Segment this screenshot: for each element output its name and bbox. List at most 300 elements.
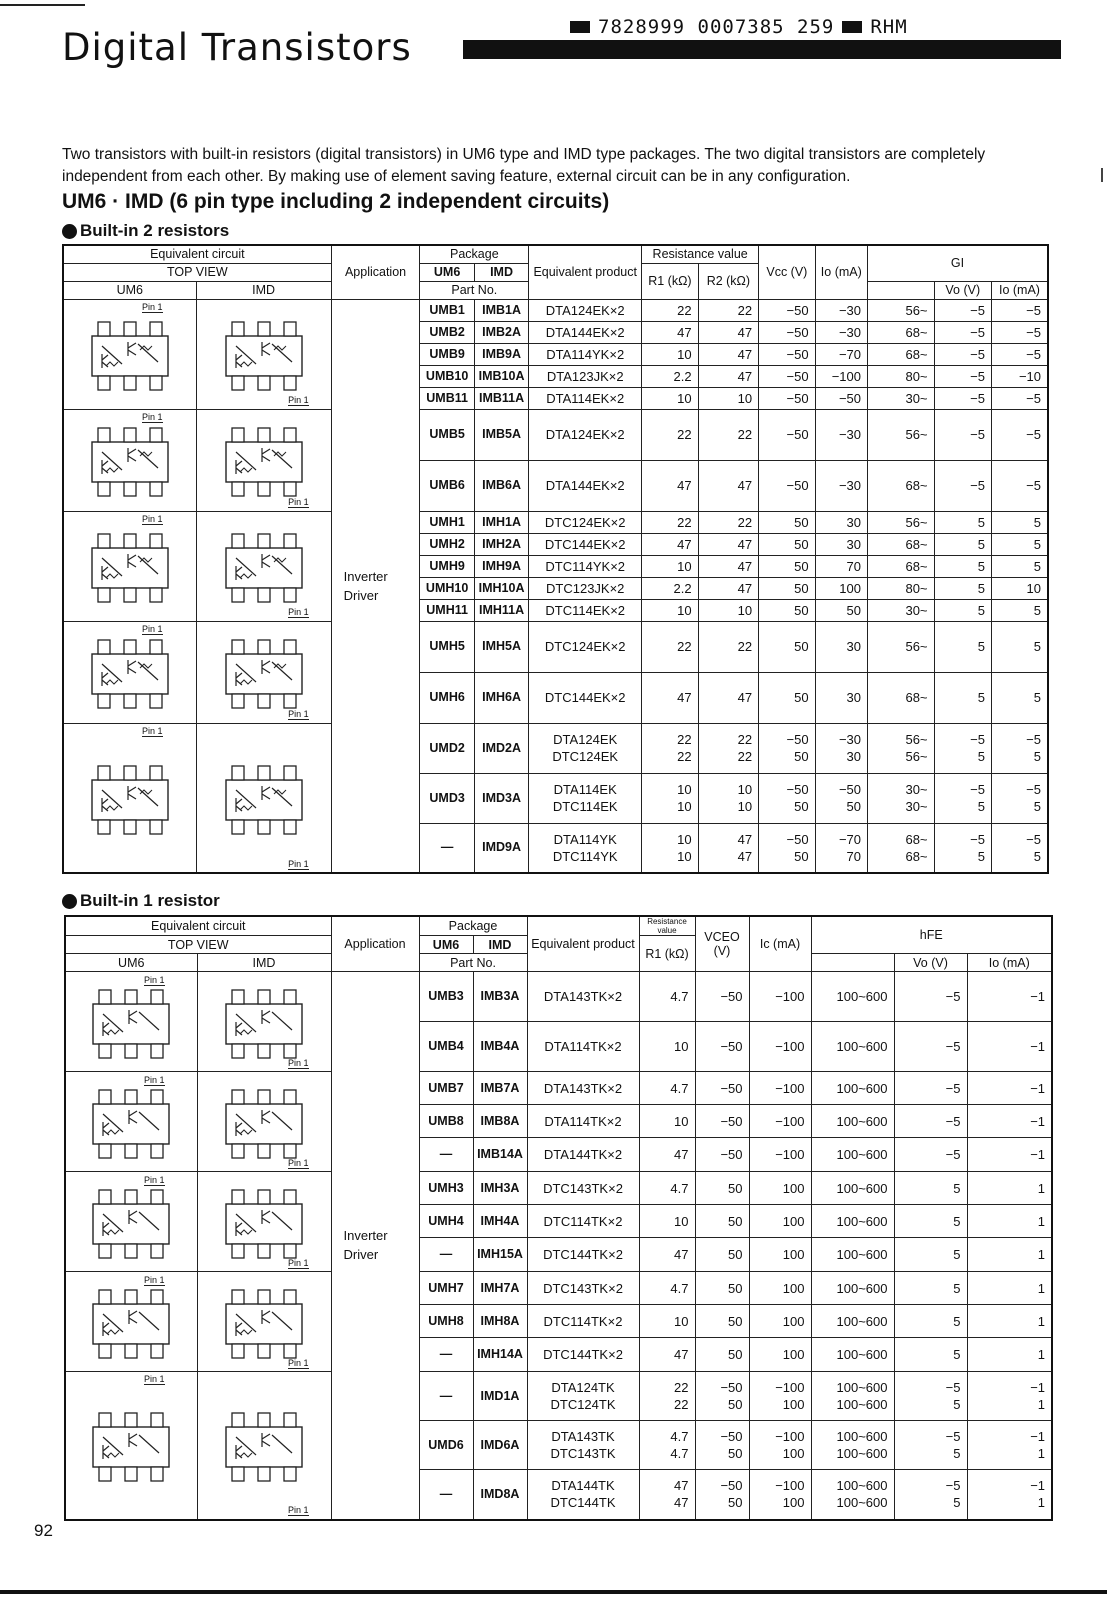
value-cell: −50 [759, 299, 815, 321]
application-cell [331, 972, 419, 1520]
value-cell: −50 50 [695, 1372, 749, 1421]
part-imd: IMH7A [473, 1272, 527, 1305]
equiv-product: DTA124EK DTC124EK [529, 723, 642, 773]
value-cell: 5 [991, 599, 1048, 621]
value-cell: −5 5 [894, 1372, 967, 1421]
value-cell: 50 [759, 621, 815, 672]
value-cell: 1 [967, 1205, 1052, 1238]
hdr-io2: Io (mA) [967, 954, 1052, 972]
equiv-product: DTA124EK×2 [529, 299, 642, 321]
value-cell: −50 [759, 343, 815, 365]
value-cell: 50 [759, 555, 815, 577]
value-cell: −5 [894, 1022, 967, 1072]
circuit-diagram-icon [66, 309, 194, 399]
value-cell: 100~600 100~600 [811, 1470, 894, 1520]
part-imd: IMH11A [474, 599, 528, 621]
value-cell: −100 [815, 365, 867, 387]
hdr-gi-cell [868, 281, 935, 299]
part-um6: — [419, 1238, 473, 1272]
value-cell: −50 [815, 387, 867, 409]
value-cell: 10 [991, 577, 1048, 599]
value-cell: −50 [759, 409, 815, 460]
value-cell: 50 [695, 1338, 749, 1372]
value-cell: 50 [759, 533, 815, 555]
part-imd: IMH10A [474, 577, 528, 599]
circuit-diagram-icon [67, 1274, 195, 1367]
value-cell: −100 [749, 972, 811, 1022]
circuit-diagram-icon [66, 521, 194, 611]
section-heading-2-resistors: Built-in 2 resistors [62, 221, 229, 241]
value-cell: −50 [759, 460, 815, 511]
value-cell: −5 5 [894, 1421, 967, 1470]
part-um6: UMB10 [420, 365, 474, 387]
hdr-gi: GI [868, 245, 1049, 281]
catalog-code: 7828999 0007385 259 [598, 16, 835, 38]
value-cell: 100~600 [811, 972, 894, 1022]
part-imd: IMB1A [474, 299, 528, 321]
value-cell: 100 [815, 577, 867, 599]
circuit-diagram-icon [67, 1174, 195, 1267]
pin-label: Pin 1 [144, 1374, 165, 1385]
value-cell: 47 [698, 555, 759, 577]
part-um6: UMH3 [419, 1172, 473, 1205]
part-imd: IMH1A [474, 511, 528, 533]
circuit-diagram-icon [199, 1400, 329, 1490]
equiv-product: DTC123JK×2 [529, 577, 642, 599]
hdr-vcc: Vcc (V) [759, 245, 815, 299]
circuit-diagram-icon [66, 753, 194, 843]
part-um6: UMD2 [420, 723, 474, 773]
hdr-equiv-product: Equivalent product [529, 245, 642, 299]
part-imd: IMB14A [473, 1138, 527, 1172]
part-imd: IMH8A [473, 1305, 527, 1338]
value-cell: −5 5 [934, 823, 991, 873]
circuit-diagram-icon [199, 521, 329, 611]
value-cell: 100~600 [811, 1272, 894, 1305]
hdr-vceo: VCEO (V) [695, 916, 749, 972]
um6-circuit-cell [65, 1272, 197, 1372]
value-cell: 47 [698, 533, 759, 555]
part-um6: UMB1 [420, 299, 474, 321]
value-cell: 30 [815, 621, 867, 672]
circuit-diagram-icon [199, 753, 329, 843]
part-um6: UMH10 [420, 577, 474, 599]
value-cell: 47 [642, 460, 698, 511]
part-um6: — [420, 823, 474, 873]
value-cell: 5 [934, 599, 991, 621]
part-um6: UMH1 [420, 511, 474, 533]
value-cell: −100 [749, 1138, 811, 1172]
pin-label: Pin 1 [142, 725, 163, 736]
value-cell: 68~ [868, 343, 935, 365]
equiv-product: DTC124EK×2 [529, 621, 642, 672]
value-cell: −5 [934, 387, 991, 409]
part-imd: IMB8A [473, 1105, 527, 1138]
value-cell: −100 100 [749, 1421, 811, 1470]
value-cell: 22 22 [642, 723, 698, 773]
pin-label: Pin 1 [144, 1074, 165, 1085]
um6-circuit-cell [65, 1372, 197, 1520]
table-2-resistors [62, 244, 1049, 874]
equiv-product: DTA114EK DTC114EK [529, 773, 642, 823]
value-cell: −5 5 [934, 773, 991, 823]
value-cell: 4.7 [639, 1072, 695, 1105]
bottom-rule [0, 1590, 1107, 1594]
value-cell: 10 [698, 599, 759, 621]
value-cell: 5 [934, 555, 991, 577]
equiv-product: DTC143TK×2 [527, 1172, 639, 1205]
value-cell: 50 [695, 1238, 749, 1272]
hdr-equiv-circuit: Equivalent circuit [65, 916, 331, 936]
value-cell: 5 [894, 1205, 967, 1238]
value-cell: −1 [967, 972, 1052, 1022]
part-imd: IMH9A [474, 555, 528, 577]
um6-circuit-cell [63, 511, 196, 621]
equiv-product: DTC114TK×2 [527, 1305, 639, 1338]
bullet-icon [62, 894, 77, 909]
value-cell: 1 [967, 1172, 1052, 1205]
value-cell: 10 10 [642, 773, 698, 823]
part-um6: UMH8 [419, 1305, 473, 1338]
hdr-ic: Ic (mA) [749, 916, 811, 972]
pin-label: Pin 1 [287, 1257, 309, 1268]
value-cell: 47 [642, 321, 698, 343]
value-cell: 68~ [868, 460, 935, 511]
part-um6: UMH2 [420, 533, 474, 555]
part-um6: — [419, 1470, 473, 1520]
part-imd: IMH4A [473, 1205, 527, 1238]
value-cell: 5 [991, 621, 1048, 672]
value-cell: 80~ [868, 577, 935, 599]
value-cell: −1 1 [967, 1470, 1052, 1520]
value-cell: −5 [991, 387, 1048, 409]
value-cell: 70 [815, 555, 867, 577]
part-imd: IMH14A [473, 1338, 527, 1372]
value-cell: 80~ [868, 365, 935, 387]
equiv-product: DTA114YK DTC114YK [529, 823, 642, 873]
value-cell: 100 [749, 1305, 811, 1338]
value-cell: −50 [695, 1105, 749, 1138]
part-imd: IMD6A [473, 1421, 527, 1470]
value-cell: 1 [967, 1272, 1052, 1305]
pin-label: Pin 1 [287, 1157, 309, 1168]
value-cell: 1 [967, 1305, 1052, 1338]
imd-circuit-cell [197, 1372, 331, 1520]
part-imd: IMB11A [474, 387, 528, 409]
value-cell: 4.7 4.7 [639, 1421, 695, 1470]
hdr-equiv-product: Equivalent product [527, 916, 639, 972]
value-cell: 56~ [868, 409, 935, 460]
circuit-diagram-icon [199, 415, 329, 505]
value-cell: 5 [934, 672, 991, 723]
hdr-top-view: TOP VIEW [65, 936, 331, 954]
value-cell: −5 5 [991, 773, 1048, 823]
imd-circuit-cell [197, 1272, 331, 1372]
value-cell: 5 [934, 621, 991, 672]
value-cell: 100~600 [811, 1072, 894, 1105]
pin-label: Pin 1 [287, 1057, 309, 1068]
hdr-vo: Vo (V) [934, 281, 991, 299]
value-cell: 100~600 [811, 1022, 894, 1072]
value-cell: −50 [759, 365, 815, 387]
value-cell: −50 50 [759, 773, 815, 823]
equiv-product: DTA114TK×2 [527, 1022, 639, 1072]
value-cell: 100 [749, 1238, 811, 1272]
hdr-package: Package [420, 245, 529, 263]
part-imd: IMB4A [473, 1022, 527, 1072]
circuit-diagram-icon [199, 977, 329, 1067]
hdr-hfe-cell [811, 954, 894, 972]
value-cell: 50 [815, 599, 867, 621]
value-cell: 47 [639, 1238, 695, 1272]
page-title: Digital Transistors [62, 26, 412, 69]
table-row [63, 723, 1048, 773]
hdr-hfe: hFE [811, 916, 1052, 954]
value-cell: 30~ [868, 599, 935, 621]
equiv-product: DTA143TK×2 [527, 972, 639, 1022]
circuit-diagram-icon [199, 1077, 329, 1167]
pin-label: Pin 1 [287, 1357, 309, 1368]
value-cell: 47 [639, 1138, 695, 1172]
value-cell: 56~ 56~ [868, 723, 935, 773]
equiv-product: DTC114EK×2 [529, 599, 642, 621]
pin-label: Pin 1 [144, 1274, 165, 1285]
equiv-product: DTC124EK×2 [529, 511, 642, 533]
value-cell: 22 [698, 621, 759, 672]
value-cell: 68~ [868, 533, 935, 555]
value-cell: 22 [698, 511, 759, 533]
um6-circuit-cell [63, 723, 196, 873]
hdr-part-no: Part No. [419, 954, 527, 972]
hdr-package: Package [419, 916, 527, 936]
value-cell: −5 5 [991, 723, 1048, 773]
part-imd: IMD1A [473, 1372, 527, 1421]
um6-circuit-cell [65, 1172, 197, 1272]
part-imd: IMH15A [473, 1238, 527, 1272]
value-cell: 100~600 [811, 1338, 894, 1372]
table-row [63, 511, 1048, 533]
value-cell: 22 [698, 409, 759, 460]
value-cell: 5 [894, 1272, 967, 1305]
value-cell: −1 [967, 1105, 1052, 1138]
part-imd: IMD9A [474, 823, 528, 873]
value-cell: 10 [642, 387, 698, 409]
brand-label: RHM [870, 16, 908, 38]
part-um6: UMD6 [419, 1421, 473, 1470]
imd-circuit-cell [197, 1172, 331, 1272]
value-cell: 5 [991, 533, 1048, 555]
value-cell: −5 5 [934, 723, 991, 773]
top-rule [0, 4, 85, 6]
circuit-diagram-icon [67, 1074, 195, 1167]
section-heading-1-resistor: Built-in 1 resistor [62, 891, 220, 911]
part-imd: IMH3A [473, 1172, 527, 1205]
part-imd: IMD8A [473, 1470, 527, 1520]
value-cell: −50 50 [695, 1470, 749, 1520]
value-cell: −5 [991, 409, 1048, 460]
hdr-um6: UM6 [65, 954, 197, 972]
hdr-imd: IMD [196, 281, 331, 299]
part-um6: UMD3 [420, 773, 474, 823]
application-label: Inverter Driver [343, 1228, 388, 1263]
part-um6: — [419, 1338, 473, 1372]
value-cell: 68~ 68~ [868, 823, 935, 873]
value-cell: 50 [759, 511, 815, 533]
pin-label: Pin 1 [288, 858, 309, 869]
hdr-r2: R2 (kΩ) [698, 263, 759, 299]
value-cell: −1 1 [967, 1421, 1052, 1470]
value-cell: 10 10 [698, 773, 759, 823]
imd-circuit-cell [196, 621, 331, 723]
value-cell: 2.2 [642, 365, 698, 387]
equiv-product: DTC144EK×2 [529, 672, 642, 723]
page-number: 92 [34, 1521, 53, 1540]
hdr-r1: R1 (kΩ) [642, 263, 698, 299]
hdr-io: Io (mA) [815, 245, 867, 299]
value-cell: −50 [759, 321, 815, 343]
pin-label: Pin 1 [288, 607, 309, 617]
value-cell: −5 [991, 343, 1048, 365]
value-cell: 30 [815, 533, 867, 555]
pin-label: Pin 1 [287, 1505, 309, 1516]
um6-circuit-cell [65, 1072, 197, 1172]
pin-label: Pin 1 [142, 624, 163, 634]
value-cell: 47 47 [698, 823, 759, 873]
hdr-um6-pkg: UM6 [419, 936, 473, 954]
part-um6: UMB3 [419, 972, 473, 1022]
value-cell: 10 10 [642, 823, 698, 873]
value-cell: −1 [967, 1138, 1052, 1172]
value-cell: 100~600 [811, 1205, 894, 1238]
hdr-imd-pkg: IMD [474, 263, 528, 281]
value-cell: −50 [759, 387, 815, 409]
value-cell: 47 [698, 577, 759, 599]
value-cell: −70 70 [815, 823, 867, 873]
value-cell: 50 [695, 1205, 749, 1238]
value-cell: −5 [991, 321, 1048, 343]
part-um6: UMB7 [419, 1072, 473, 1105]
table-row [65, 972, 1052, 1022]
header-bar-bottom [463, 55, 1061, 59]
table-row [63, 299, 1048, 321]
pin-label: Pin 1 [288, 709, 309, 719]
hdr-um6: UM6 [63, 281, 196, 299]
value-cell: 22 [642, 299, 698, 321]
part-um6: UMH9 [420, 555, 474, 577]
part-um6: UMB5 [420, 409, 474, 460]
hdr-part-no: Part No. [420, 281, 529, 299]
part-imd: IMB9A [474, 343, 528, 365]
value-cell: 50 [695, 1272, 749, 1305]
imd-circuit-cell [196, 723, 331, 873]
value-cell: −50 50 [815, 773, 867, 823]
value-cell: −5 5 [894, 1470, 967, 1520]
part-um6: UMB2 [420, 321, 474, 343]
circuit-diagram-icon [199, 309, 329, 399]
part-um6: UMB9 [420, 343, 474, 365]
value-cell: 5 [934, 533, 991, 555]
application-label: Inverter Driver [343, 568, 388, 603]
value-cell: 4.7 [639, 972, 695, 1022]
value-cell: 50 [759, 599, 815, 621]
equiv-product: DTC144TK×2 [527, 1338, 639, 1372]
circuit-diagram-icon [199, 1177, 329, 1267]
value-cell: −5 [991, 299, 1048, 321]
equiv-product: DTA144TK DTC144TK [527, 1470, 639, 1520]
value-cell: 10 [642, 599, 698, 621]
pin-label: Pin 1 [288, 497, 309, 507]
value-cell: −50 50 [695, 1421, 749, 1470]
value-cell: −50 [695, 1072, 749, 1105]
equiv-product: DTC143TK×2 [527, 1272, 639, 1305]
value-cell: 56~ [868, 621, 935, 672]
value-cell: −5 [934, 343, 991, 365]
part-um6: UMB8 [419, 1105, 473, 1138]
bullet-icon [62, 224, 77, 239]
header-bar [463, 40, 1061, 55]
part-um6: UMB11 [420, 387, 474, 409]
equiv-product: DTC144TK×2 [527, 1238, 639, 1272]
value-cell: 1 [967, 1338, 1052, 1372]
circuit-diagram-icon [67, 1400, 195, 1490]
table-row [65, 1172, 1052, 1205]
table-row [65, 1372, 1052, 1421]
value-cell: 10 [639, 1105, 695, 1138]
value-cell: 4.7 [639, 1172, 695, 1205]
value-cell: −5 [934, 365, 991, 387]
margin-mark [1101, 168, 1103, 182]
table-row [65, 1072, 1052, 1105]
part-um6: — [419, 1138, 473, 1172]
value-cell: 5 [894, 1172, 967, 1205]
hdr-vo: Vo (V) [894, 954, 967, 972]
equiv-product: DTC144EK×2 [529, 533, 642, 555]
hdr-r1: R1 (kΩ) [639, 936, 695, 972]
part-imd: IMD3A [474, 773, 528, 823]
value-cell: 22 [642, 511, 698, 533]
value-cell: 5 [991, 511, 1048, 533]
value-cell: −100 [749, 1072, 811, 1105]
hdr-resistance-value: Resistance value [639, 916, 695, 936]
value-cell: −1 [967, 1072, 1052, 1105]
equiv-product: DTA114EK×2 [529, 387, 642, 409]
value-cell: 47 [698, 321, 759, 343]
value-cell: 50 [759, 577, 815, 599]
value-cell: −100 [749, 1105, 811, 1138]
part-um6: UMH6 [420, 672, 474, 723]
value-cell: 47 [698, 343, 759, 365]
subtitle: UM6 · IMD (6 pin type including 2 independent circuits) [62, 190, 610, 213]
imd-circuit-cell [196, 299, 331, 409]
value-cell: −100 [749, 1022, 811, 1072]
part-imd: IMB7A [473, 1072, 527, 1105]
value-cell: 100 [749, 1272, 811, 1305]
value-cell: 2.2 [642, 577, 698, 599]
part-um6: UMH4 [419, 1205, 473, 1238]
imd-circuit-cell [197, 972, 331, 1072]
value-cell: 47 [698, 672, 759, 723]
value-cell: −30 [815, 460, 867, 511]
value-cell: 5 [934, 577, 991, 599]
value-cell: 30~ 30~ [868, 773, 935, 823]
value-cell: 47 [642, 672, 698, 723]
value-cell: −50 50 [759, 723, 815, 773]
value-cell: 5 [991, 672, 1048, 723]
value-cell: 1 [967, 1238, 1052, 1272]
hdr-application: Application [331, 245, 420, 299]
circuit-diagram-icon [199, 627, 329, 717]
pin-label: Pin 1 [142, 514, 163, 524]
